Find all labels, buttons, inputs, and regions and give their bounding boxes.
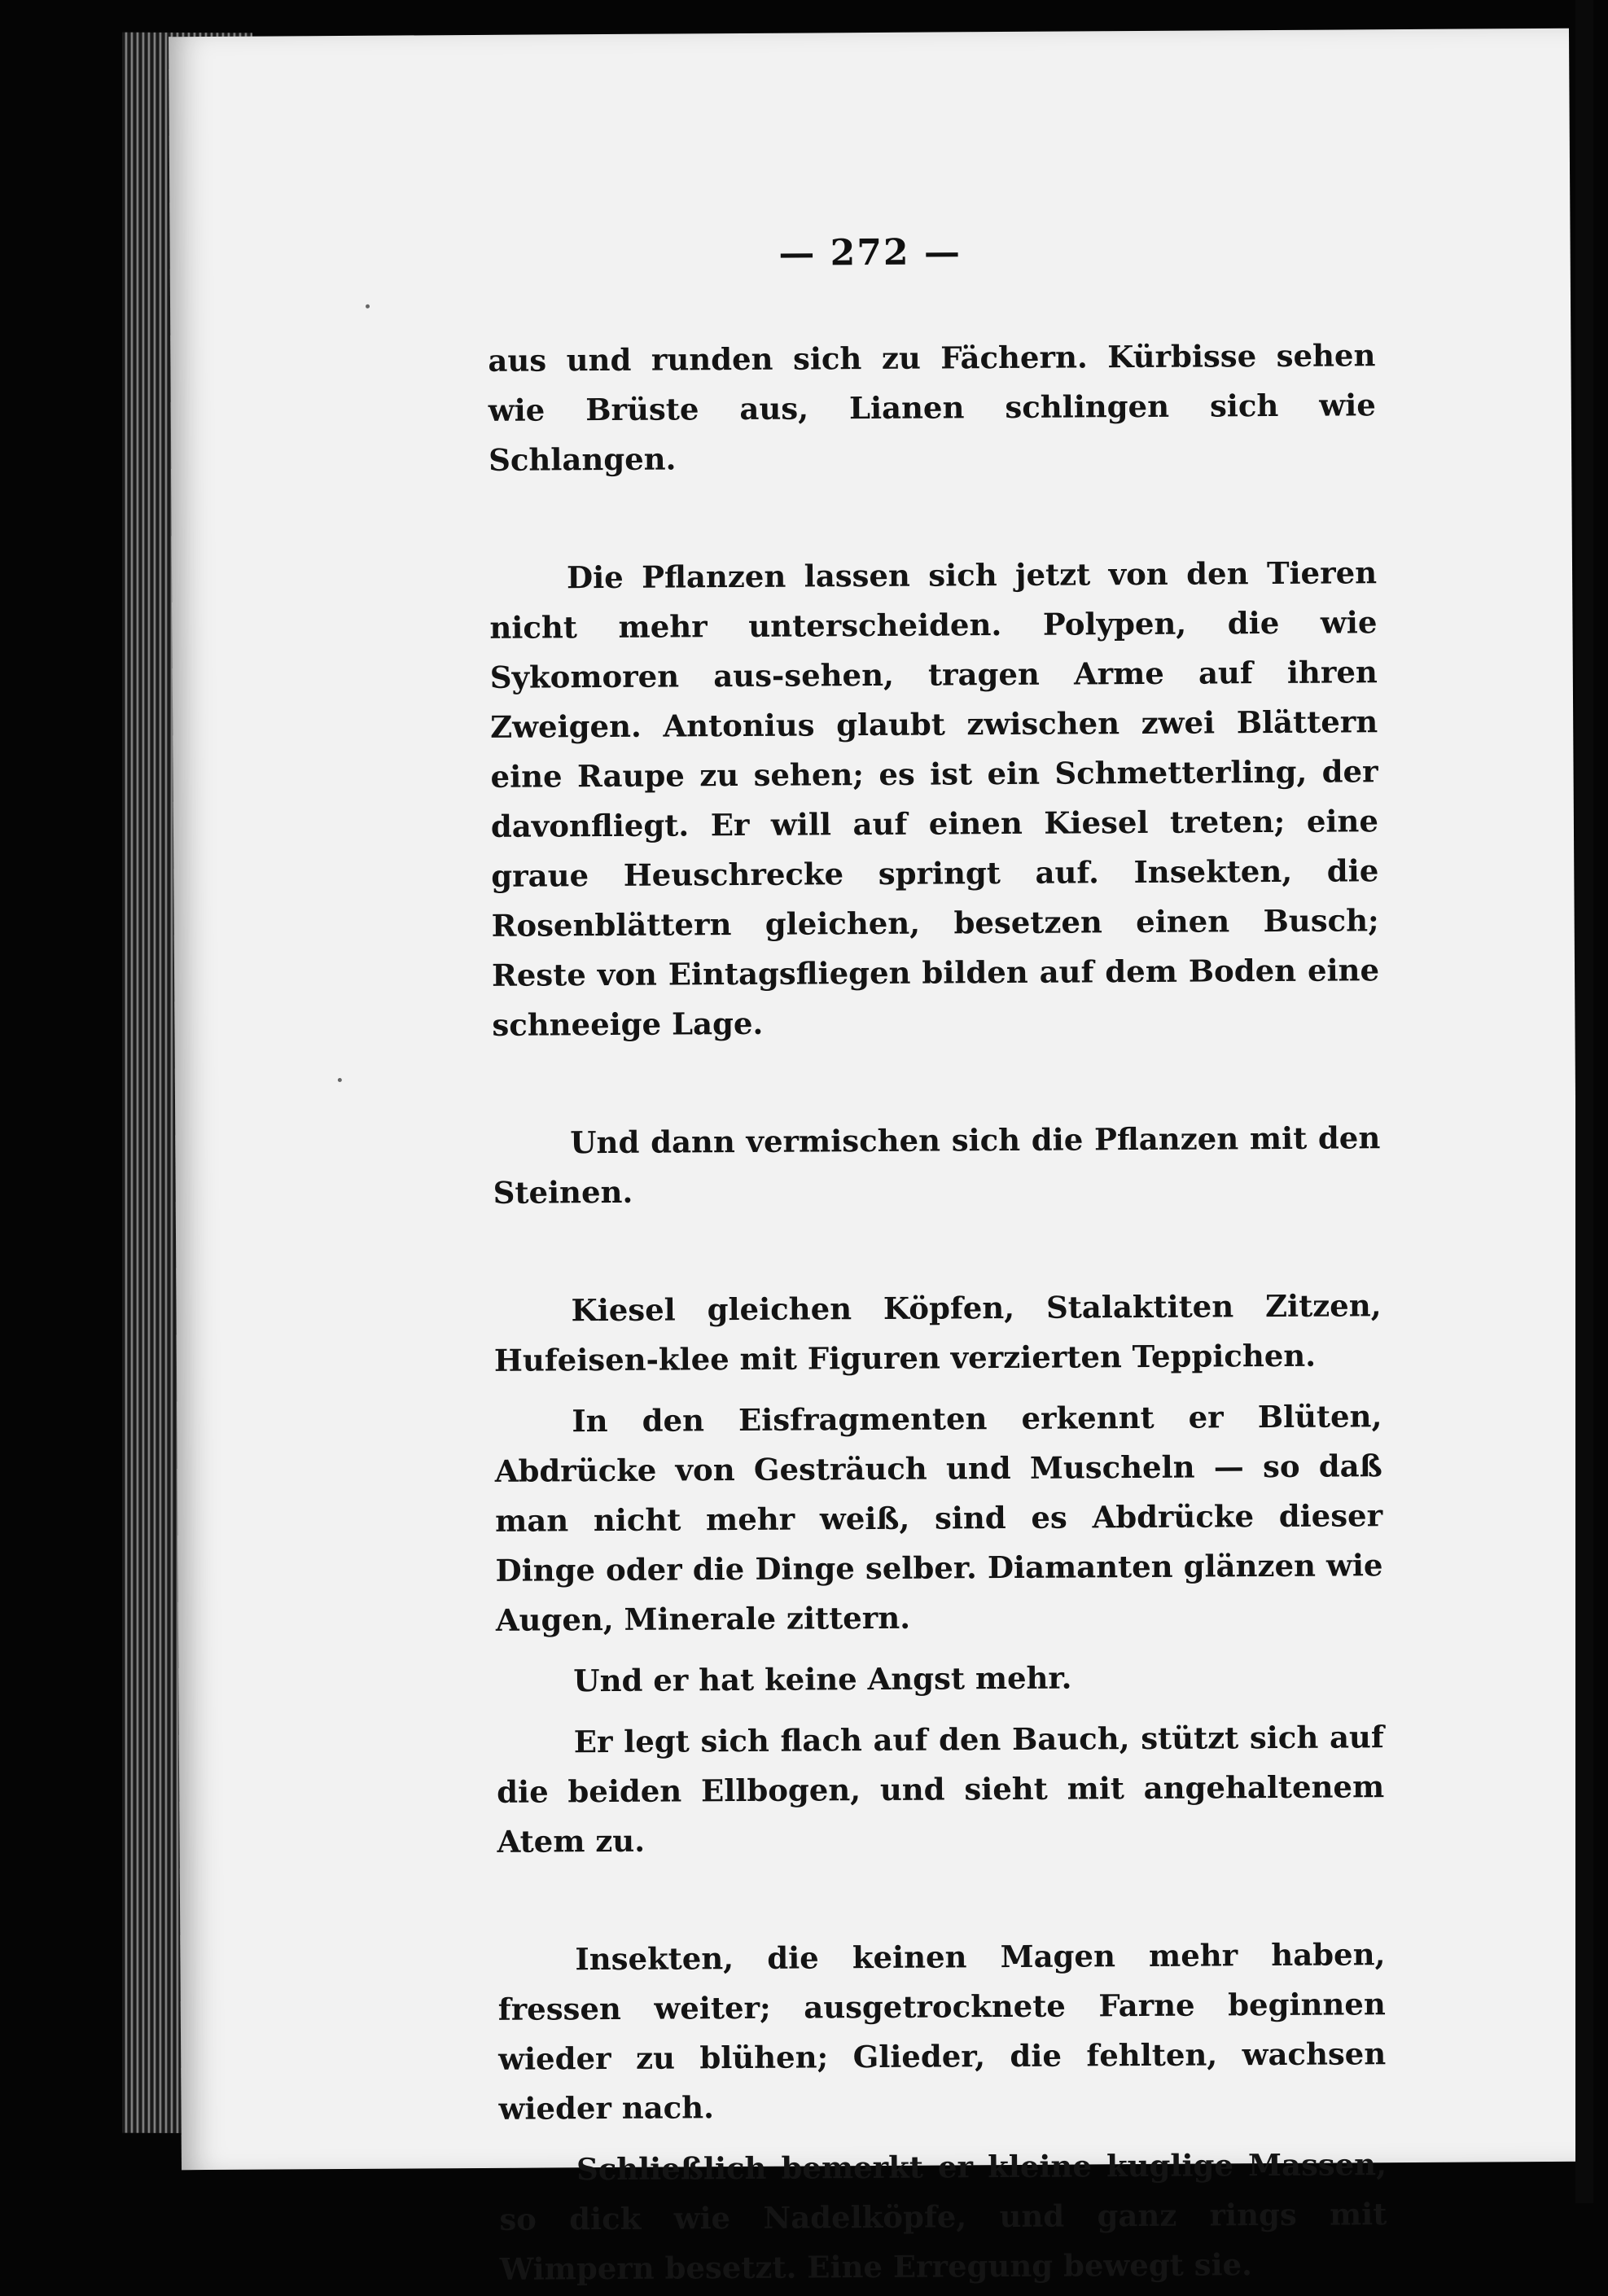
page-number: — 272 — [778, 231, 962, 274]
paragraph-2: Die Pflanzen lassen sich jetzt von den Tieren nicht mehr unterscheiden. Polypen, die wie Sykomoren aus-sehen, tragen Arme auf ihren Zweigen. Antonius glaubt zwischen zwei Blättern eine Raupe zu sehen; es ist ein Schmetterling, der davonfliegt. Er will auf einen Kiesel treten; eine graue Heuschrecke springt auf. Insekten, die Rosenblättern gleichen, besetzen einen Busch; Reste von Eintagsfliegen bilden auf dem Boden eine schneeige Lage. [489, 554, 1380, 1043]
paragraph-5: In den Eisfragmenten erkennt er Blüten, Abdrücke von Gesträuch und Muscheln — so daß man nicht mehr weiß, sind es Abdrücke dieser Dinge oder die Dinge selber. Diamanten glänzen wie Augen, Minerale zittern. [494, 1398, 1383, 1638]
paragraph-1: aus und runden sich zu Fächern. Kürbisse sehen wie Brüste aus, Lianen schlingen sich wie Schlangen. [488, 337, 1376, 478]
paragraph-4: Kiesel gleichen Köpfen, Stalaktiten Zitzen, Hufeisen-klee mit Figuren verzierten Teppichen. [493, 1287, 1382, 1378]
body-text [488, 331, 1387, 2294]
paragraph-6: Und er hat keine Angst mehr. [573, 1659, 1072, 1699]
paragraph-3: Und dann vermischen sich die Pflanzen mit den Steinen. [493, 1120, 1381, 1211]
paragraph-8: Insekten, die keinen Magen mehr haben, fressen weiter; ausgetrocknete Farne beginnen wieder zu blühen; Glieder, die fehlten, wachsen wieder nach. [497, 1936, 1387, 2127]
scan-speck [366, 305, 370, 309]
page-sheet [169, 28, 1582, 2287]
scan-speck [338, 1078, 342, 1082]
scan-border-right [1575, 0, 1593, 2203]
paragraph-7: Er legt sich flach auf den Bauch, stützt sich auf die beiden Ellbogen, und sieht mit angehaltenem Atem zu. [497, 1719, 1385, 1860]
paragraph-9: Schließlich bemerkt er kleine kuglige Massen, so dick wie Nadelköpfe, und ganz rings mit Wimpern besetzt. Eine Erregung bewegt sie. [499, 2146, 1387, 2287]
